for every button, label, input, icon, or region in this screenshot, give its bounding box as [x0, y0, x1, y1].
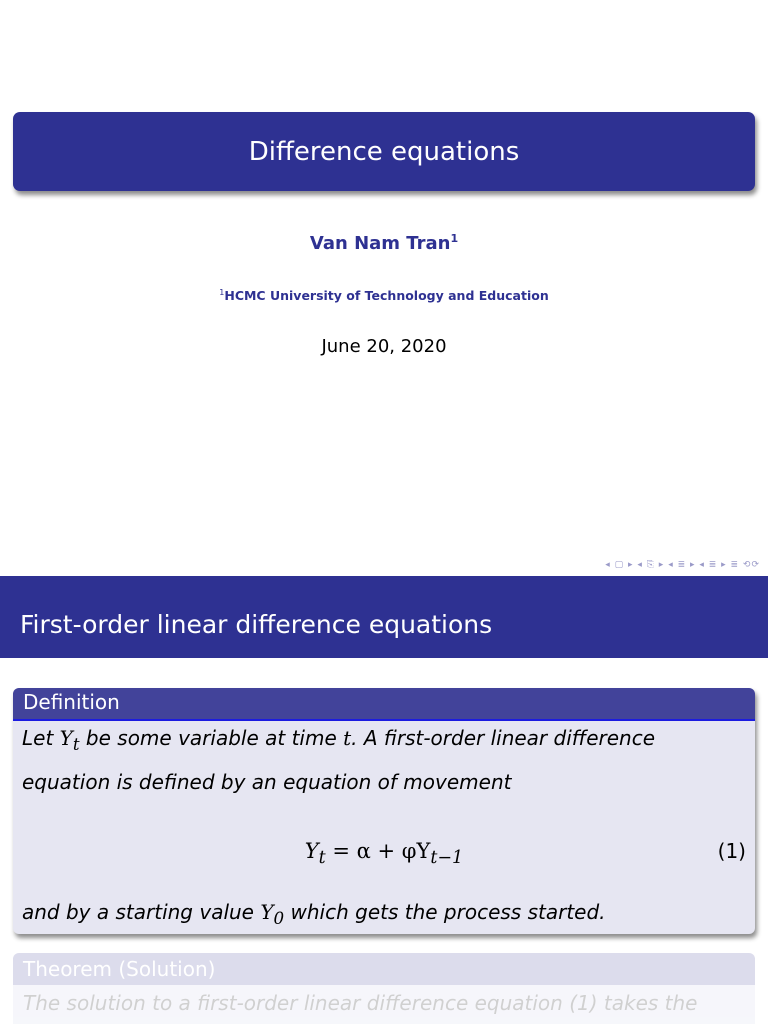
theorem-heading: Theorem (Solution)	[23, 957, 216, 981]
math-variable: Y	[304, 839, 319, 863]
author	[0, 232, 768, 254]
definition-body	[13, 721, 755, 934]
equation-body: = α + φY	[325, 839, 431, 863]
difference-equation	[13, 839, 755, 868]
math-subscript: 0	[273, 909, 285, 928]
content-slide	[0, 576, 768, 1024]
presentation-date: June 20, 2020	[321, 336, 447, 357]
theorem-block	[13, 953, 755, 1024]
theorem-header	[13, 953, 755, 985]
math-subscript: t	[72, 735, 80, 754]
definition-header	[13, 688, 755, 721]
definition-line-3	[22, 900, 606, 928]
beamer-navigation-icons[interactable]: ◂ ▢ ▸ ◂ ⎘ ▸ ◂ ≣ ▸ ◂ ≣ ▸ ≣ ⟲⟳	[605, 560, 760, 570]
text-fragment: be some variable at time	[79, 726, 344, 750]
math-variable: Y	[59, 726, 73, 750]
theorem-text: The solution to a first-order linear difference equation (1) takes the	[23, 991, 698, 1015]
institute	[0, 288, 768, 303]
text-fragment: Let	[22, 726, 60, 750]
institute-affiliation-mark: 1	[219, 288, 225, 297]
author-name: Van Nam Tran	[309, 233, 451, 254]
math-subscript: t	[318, 848, 326, 869]
author-affiliation-mark: 1	[450, 232, 459, 245]
definition-block	[13, 688, 755, 934]
title-box	[13, 112, 755, 191]
math-subscript: t−1	[430, 848, 464, 869]
presentation-title: Difference equations	[248, 136, 520, 167]
definition-line-1	[22, 726, 655, 754]
frame-title: First-order linear difference equations	[20, 610, 493, 639]
equation-number: (1)	[717, 839, 746, 863]
institute-name: HCMC University of Technology and Education	[224, 288, 549, 304]
math-variable: Y	[260, 900, 274, 924]
definition-heading: Definition	[23, 690, 120, 714]
text-fragment: . A first-order linear difference	[351, 726, 656, 750]
definition-line-2: equation is defined by an equation of movement	[22, 770, 512, 794]
frame-title-bar	[0, 576, 768, 658]
text-fragment: and by a starting value	[22, 900, 261, 924]
math-variable: t	[343, 726, 352, 750]
text-fragment: which gets the process started.	[284, 900, 606, 924]
